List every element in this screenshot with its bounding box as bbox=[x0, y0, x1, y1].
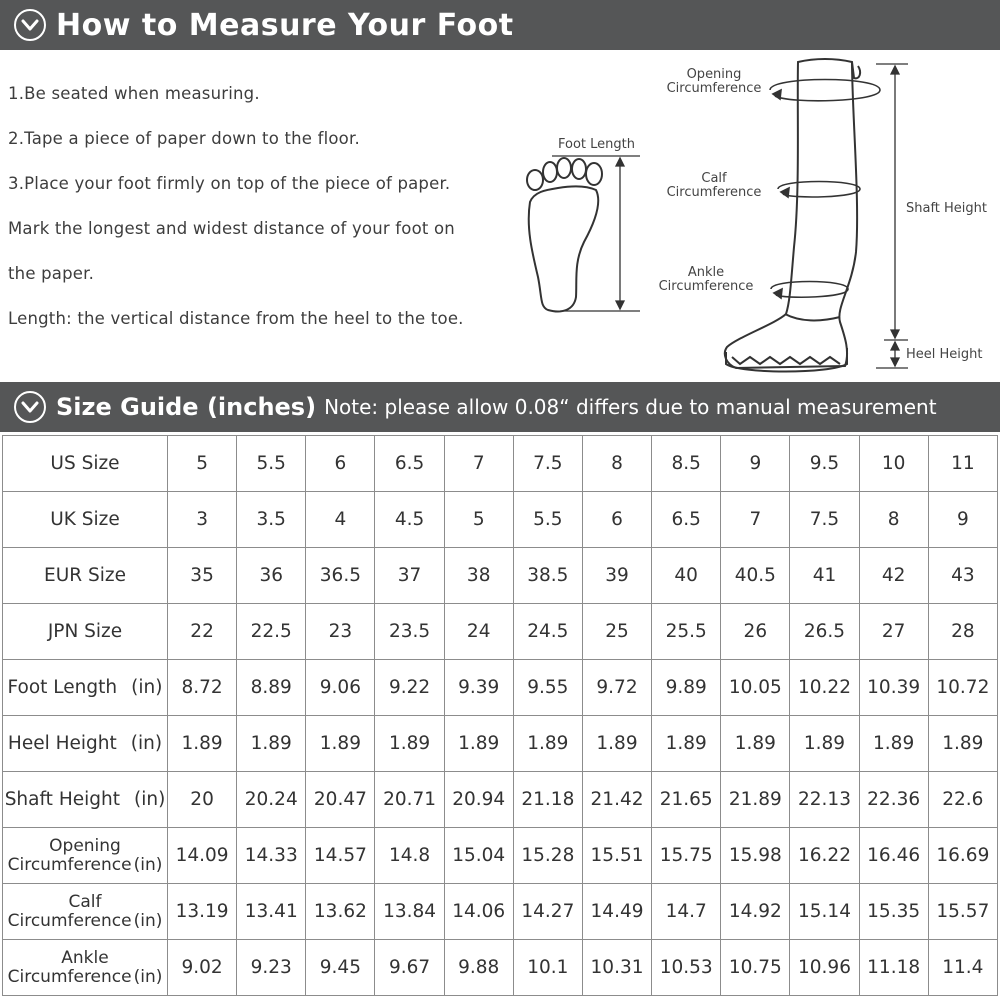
row-label: Foot Length bbox=[7, 677, 118, 698]
table-cell: 5.5 bbox=[513, 492, 582, 548]
table-cell: 5.5 bbox=[237, 436, 306, 492]
table-cell: 16.69 bbox=[928, 828, 997, 884]
table-cell: 15.35 bbox=[859, 884, 928, 940]
table-cell: 15.28 bbox=[513, 828, 582, 884]
measurement-illustration bbox=[500, 52, 1000, 380]
table-cell: 20.24 bbox=[237, 772, 306, 828]
row-label: UK Size bbox=[50, 509, 120, 530]
table-cell: 13.41 bbox=[237, 884, 306, 940]
table-cell: 6 bbox=[306, 436, 375, 492]
table-cell: 22.36 bbox=[859, 772, 928, 828]
table-cell: 10.96 bbox=[790, 940, 859, 996]
table-cell: 8.89 bbox=[237, 660, 306, 716]
table-cell: 6.5 bbox=[652, 492, 721, 548]
table-cell: 9.39 bbox=[444, 660, 513, 716]
ankle-label-line1: Ankle bbox=[687, 265, 725, 280]
table-row bbox=[3, 604, 998, 660]
row-unit: (in) bbox=[133, 966, 163, 987]
table-cell: 9.45 bbox=[306, 940, 375, 996]
row-header bbox=[3, 716, 168, 772]
table-cell: 13.84 bbox=[375, 884, 444, 940]
row-unit: (in) bbox=[133, 854, 163, 875]
opening-label-line2: Circumference bbox=[666, 81, 762, 96]
table-cell: 20.94 bbox=[444, 772, 513, 828]
table-cell: 23.5 bbox=[375, 604, 444, 660]
step-line: Length: the vertical distance from the heel to the toe. bbox=[8, 309, 464, 328]
measure-steps bbox=[8, 74, 498, 344]
measure-banner bbox=[0, 0, 1000, 50]
row-header bbox=[3, 660, 168, 716]
opening-label-line1: Opening bbox=[686, 67, 742, 82]
ankle-label-line2: Circumference bbox=[658, 279, 754, 294]
table-cell: 11.4 bbox=[928, 940, 997, 996]
table-cell: 38 bbox=[444, 548, 513, 604]
row-header bbox=[3, 940, 168, 996]
table-cell: 25.5 bbox=[652, 604, 721, 660]
step-line: the paper. bbox=[8, 264, 95, 283]
table-cell: 15.51 bbox=[582, 828, 651, 884]
row-unit: (in) bbox=[133, 789, 166, 810]
table-cell: 1.89 bbox=[375, 716, 444, 772]
table-cell: 10.39 bbox=[859, 660, 928, 716]
table-cell: 24 bbox=[444, 604, 513, 660]
chevron-down-circle-icon bbox=[14, 391, 46, 423]
table-cell: 1.89 bbox=[168, 716, 237, 772]
size-guide-banner bbox=[0, 382, 1000, 432]
row-label: Heel Height bbox=[7, 733, 117, 754]
row-unit: (in) bbox=[131, 677, 163, 698]
table-cell: 14.06 bbox=[444, 884, 513, 940]
table-cell: 16.46 bbox=[859, 828, 928, 884]
table-cell: 23 bbox=[306, 604, 375, 660]
table-row bbox=[3, 660, 998, 716]
table-cell: 1.89 bbox=[859, 716, 928, 772]
table-row bbox=[3, 492, 998, 548]
table-cell: 10.22 bbox=[790, 660, 859, 716]
table-cell: 21.18 bbox=[513, 772, 582, 828]
table-cell: 1.89 bbox=[652, 716, 721, 772]
table-cell: 1.89 bbox=[721, 716, 790, 772]
table-cell: 39 bbox=[582, 548, 651, 604]
table-cell: 40 bbox=[652, 548, 721, 604]
row-header bbox=[3, 492, 168, 548]
boot-outline-icon bbox=[725, 59, 860, 372]
table-cell: 7.5 bbox=[513, 436, 582, 492]
table-cell: 24.5 bbox=[513, 604, 582, 660]
table-cell: 20.47 bbox=[306, 772, 375, 828]
row-header bbox=[3, 548, 168, 604]
row-label: Opening bbox=[49, 835, 121, 856]
table-cell: 9.23 bbox=[237, 940, 306, 996]
row-label-line2: Circumference bbox=[7, 966, 132, 987]
table-cell: 4 bbox=[306, 492, 375, 548]
row-label: EUR Size bbox=[44, 565, 126, 586]
shaft-height-label: Shaft Height bbox=[906, 201, 988, 216]
table-cell: 8 bbox=[582, 436, 651, 492]
table-cell: 3.5 bbox=[237, 492, 306, 548]
row-label: Ankle bbox=[61, 947, 109, 968]
table-cell: 14.57 bbox=[306, 828, 375, 884]
table-cell: 41 bbox=[790, 548, 859, 604]
table-cell: 43 bbox=[928, 548, 997, 604]
table-cell: 5 bbox=[168, 436, 237, 492]
table-cell: 7 bbox=[721, 492, 790, 548]
step-line: 2.Tape a piece of paper down to the floor. bbox=[8, 129, 360, 148]
table-cell: 1.89 bbox=[306, 716, 375, 772]
row-label: Calf bbox=[68, 891, 102, 912]
table-row bbox=[3, 884, 998, 940]
table-cell: 38.5 bbox=[513, 548, 582, 604]
table-cell: 13.62 bbox=[306, 884, 375, 940]
table-cell: 15.04 bbox=[444, 828, 513, 884]
table-cell: 6.5 bbox=[375, 436, 444, 492]
calf-label-line1: Calf bbox=[701, 171, 727, 186]
table-cell: 1.89 bbox=[444, 716, 513, 772]
table-cell: 40.5 bbox=[721, 548, 790, 604]
table-cell: 15.14 bbox=[790, 884, 859, 940]
table-cell: 1.89 bbox=[237, 716, 306, 772]
table-cell: 22.13 bbox=[790, 772, 859, 828]
row-header bbox=[3, 436, 168, 492]
table-cell: 10.75 bbox=[721, 940, 790, 996]
step-line: 3.Place your foot firmly on top of the piece of paper. bbox=[8, 174, 451, 193]
table-cell: 11.18 bbox=[859, 940, 928, 996]
table-cell: 21.65 bbox=[652, 772, 721, 828]
row-header bbox=[3, 828, 168, 884]
row-unit: (in) bbox=[133, 910, 163, 931]
table-cell: 11 bbox=[928, 436, 997, 492]
table-row bbox=[3, 716, 998, 772]
heel-height-label: Heel Height bbox=[906, 347, 983, 362]
table-cell: 1.89 bbox=[513, 716, 582, 772]
table-cell: 7 bbox=[444, 436, 513, 492]
row-header bbox=[3, 604, 168, 660]
table-cell: 9.67 bbox=[375, 940, 444, 996]
table-cell: 14.09 bbox=[168, 828, 237, 884]
size-guide-note: Note: please allow 0.08“ differs due to manual measurement bbox=[324, 395, 937, 419]
row-label: JPN Size bbox=[47, 621, 123, 642]
table-cell: 6 bbox=[582, 492, 651, 548]
row-label-line2: Circumference bbox=[7, 910, 132, 931]
table-cell: 22.5 bbox=[237, 604, 306, 660]
table-cell: 9 bbox=[928, 492, 997, 548]
table-cell: 14.8 bbox=[375, 828, 444, 884]
calf-label-line2: Circumference bbox=[666, 185, 762, 200]
table-row bbox=[3, 548, 998, 604]
foot-outline-icon bbox=[527, 158, 602, 311]
table-cell: 15.75 bbox=[652, 828, 721, 884]
table-cell: 14.7 bbox=[652, 884, 721, 940]
table-row bbox=[3, 772, 998, 828]
table-cell: 10 bbox=[859, 436, 928, 492]
table-cell: 10.72 bbox=[928, 660, 997, 716]
row-label: Shaft Height bbox=[4, 789, 120, 810]
table-cell: 1.89 bbox=[928, 716, 997, 772]
step-line: Mark the longest and widest distance of your foot on bbox=[8, 219, 455, 238]
row-header bbox=[3, 884, 168, 940]
table-cell: 14.92 bbox=[721, 884, 790, 940]
size-guide-title: Size Guide (inches) bbox=[56, 393, 317, 421]
table-cell: 20.71 bbox=[375, 772, 444, 828]
size-guide-table bbox=[2, 435, 998, 996]
table-cell: 1.89 bbox=[790, 716, 859, 772]
table-cell: 9.5 bbox=[790, 436, 859, 492]
table-cell: 10.1 bbox=[513, 940, 582, 996]
row-unit: (in) bbox=[130, 733, 163, 754]
table-cell: 20 bbox=[168, 772, 237, 828]
table-cell: 10.05 bbox=[721, 660, 790, 716]
table-cell: 9.02 bbox=[168, 940, 237, 996]
table-cell: 14.49 bbox=[582, 884, 651, 940]
table-cell: 36 bbox=[237, 548, 306, 604]
measure-title: How to Measure Your Foot bbox=[56, 7, 514, 43]
table-cell: 9 bbox=[721, 436, 790, 492]
table-cell: 8.72 bbox=[168, 660, 237, 716]
table-cell: 5 bbox=[444, 492, 513, 548]
table-cell: 9.89 bbox=[652, 660, 721, 716]
table-cell: 9.55 bbox=[513, 660, 582, 716]
table-row bbox=[3, 828, 998, 884]
table-cell: 22.6 bbox=[928, 772, 997, 828]
table-row bbox=[3, 436, 998, 492]
table-cell: 9.72 bbox=[582, 660, 651, 716]
table-cell: 26 bbox=[721, 604, 790, 660]
table-cell: 16.22 bbox=[790, 828, 859, 884]
table-cell: 22 bbox=[168, 604, 237, 660]
table-cell: 27 bbox=[859, 604, 928, 660]
table-cell: 14.33 bbox=[237, 828, 306, 884]
chevron-down-circle-icon bbox=[14, 9, 46, 41]
row-header bbox=[3, 772, 168, 828]
table-cell: 37 bbox=[375, 548, 444, 604]
table-cell: 8.5 bbox=[652, 436, 721, 492]
table-cell: 15.98 bbox=[721, 828, 790, 884]
table-cell: 25 bbox=[582, 604, 651, 660]
table-cell: 36.5 bbox=[306, 548, 375, 604]
row-label: US Size bbox=[50, 453, 120, 474]
table-cell: 7.5 bbox=[790, 492, 859, 548]
step-line: 1.Be seated when measuring. bbox=[8, 84, 260, 103]
table-cell: 26.5 bbox=[790, 604, 859, 660]
table-cell: 9.22 bbox=[375, 660, 444, 716]
table-cell: 13.19 bbox=[168, 884, 237, 940]
row-label-line2: Circumference bbox=[7, 854, 132, 875]
table-cell: 14.27 bbox=[513, 884, 582, 940]
table-cell: 10.53 bbox=[652, 940, 721, 996]
table-cell: 15.57 bbox=[928, 884, 997, 940]
foot-length-label: Foot Length bbox=[558, 137, 635, 152]
table-cell: 28 bbox=[928, 604, 997, 660]
table-cell: 9.88 bbox=[444, 940, 513, 996]
table-cell: 9.06 bbox=[306, 660, 375, 716]
table-cell: 35 bbox=[168, 548, 237, 604]
table-cell: 4.5 bbox=[375, 492, 444, 548]
table-cell: 10.31 bbox=[582, 940, 651, 996]
table-row bbox=[3, 940, 998, 996]
table-cell: 8 bbox=[859, 492, 928, 548]
table-cell: 1.89 bbox=[582, 716, 651, 772]
table-cell: 21.89 bbox=[721, 772, 790, 828]
table-cell: 21.42 bbox=[582, 772, 651, 828]
table-cell: 3 bbox=[168, 492, 237, 548]
table-cell: 42 bbox=[859, 548, 928, 604]
